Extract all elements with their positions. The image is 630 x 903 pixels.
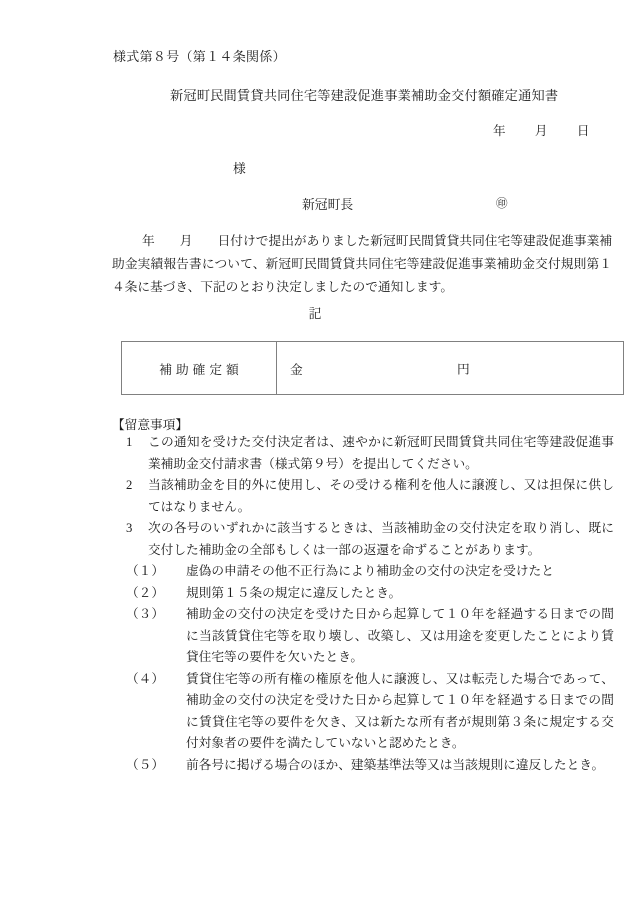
date-day-label: 日 [576,124,590,138]
note-sub-text: 前各号に掲げる場合のほか、建築基準法等又は当該規則に違反したとき。 [186,757,605,772]
document-title: 新冠町民間賃貸共同住宅等建設促進事業補助金交付額確定通知書 [170,88,559,103]
note-sub-text: 虚偽の申請その他不正行為により補助金の交付の決定を受けたと [186,564,554,578]
notes-list [112,432,614,776]
note-marker: 2 [126,478,133,492]
form-number: 様式第８号（第１４条関係） [113,49,286,64]
amount-value-cell[interactable] [277,342,624,395]
addressee-honorific: 様 [233,162,246,176]
note-item [112,518,614,561]
note-text: この通知を受けた交付決定者は、速やかに新冠町民間賃貸共同住宅等建設促進事業補助金交付請求書（様式第９号）を提出してください。 [148,435,614,471]
date-year-label: 年 [493,124,506,138]
issuer-name: 新冠町長 [302,198,354,212]
note-sub-text: 補助金の交付の決定を受けた日から起算して１０年を経過する日までの間に当該賃貸住宅等を取り壊し、改築し、又は用途を変更したことにより賃貸住宅等の要件を欠いたとき。 [186,607,614,664]
note-sub-marker: （３） [126,607,165,621]
note-text: 当該補助金を目的外に使用し、その受ける権利を他人に譲渡し、又は担保に供してはなりません。 [148,478,614,514]
note-sub-item [112,755,614,777]
note-sub-item [112,604,614,669]
issue-date-line [493,120,589,139]
notes-heading: 【留意事項】 [112,418,189,432]
note-sub-item [112,583,614,605]
body-paragraph [112,230,612,299]
note-sub-marker: （２） [126,585,165,600]
body-date-year: 年 [142,234,155,248]
note-text: 次の各号のいずれかに該当するときは、当該補助金の交付決定を取り消し、既に交付した補助金の全部もしくは一部の返還を命ずることがあります。 [148,521,614,557]
amount-table [121,341,624,395]
currency-prefix: 金 [290,362,303,377]
note-item [112,432,614,475]
note-sub-marker: （４） [126,671,165,686]
date-month-label: 月 [534,124,548,138]
note-sub-text: 規則第１５条の規定に違反したとき。 [186,585,402,600]
note-sub-item [112,561,614,583]
note-marker: 1 [126,435,133,449]
seal-icon: ㊞ [496,198,508,210]
note-sub-item [112,669,614,755]
table-row [122,342,624,395]
ki-marker: 記 [308,307,322,321]
note-marker: 3 [126,521,133,535]
note-sub-text: 賃貸住宅等の所有権の権原を他人に譲渡し、又は転売した場合であって、補助金の交付の決定を受けた日から起算して１０年を経過する日までの間に賃貸住宅等の要件を欠き、又は新たな所有者が規則第３条に規定する交付対象者の要件を満たしていないと認めたとき。 [186,671,614,750]
currency-unit: 円 [457,362,470,377]
note-sub-marker: （１） [126,564,165,578]
notes-sub-list [112,561,614,776]
note-sub-marker: （５） [126,757,165,772]
note-item [112,475,614,518]
body-date-month: 月 [179,234,193,248]
amount-label-cell: 補助確定額 [122,342,277,395]
body-paragraph-text: 日付けで提出がありました新冠町民間賃貸共同住宅等建設促進事業補助金実績報告書について、新冠町民間賃貸共同住宅等建設促進事業補助金交付規則第１４条に基づき、下記のとおり決定しましたので通知します。 [112,234,613,294]
